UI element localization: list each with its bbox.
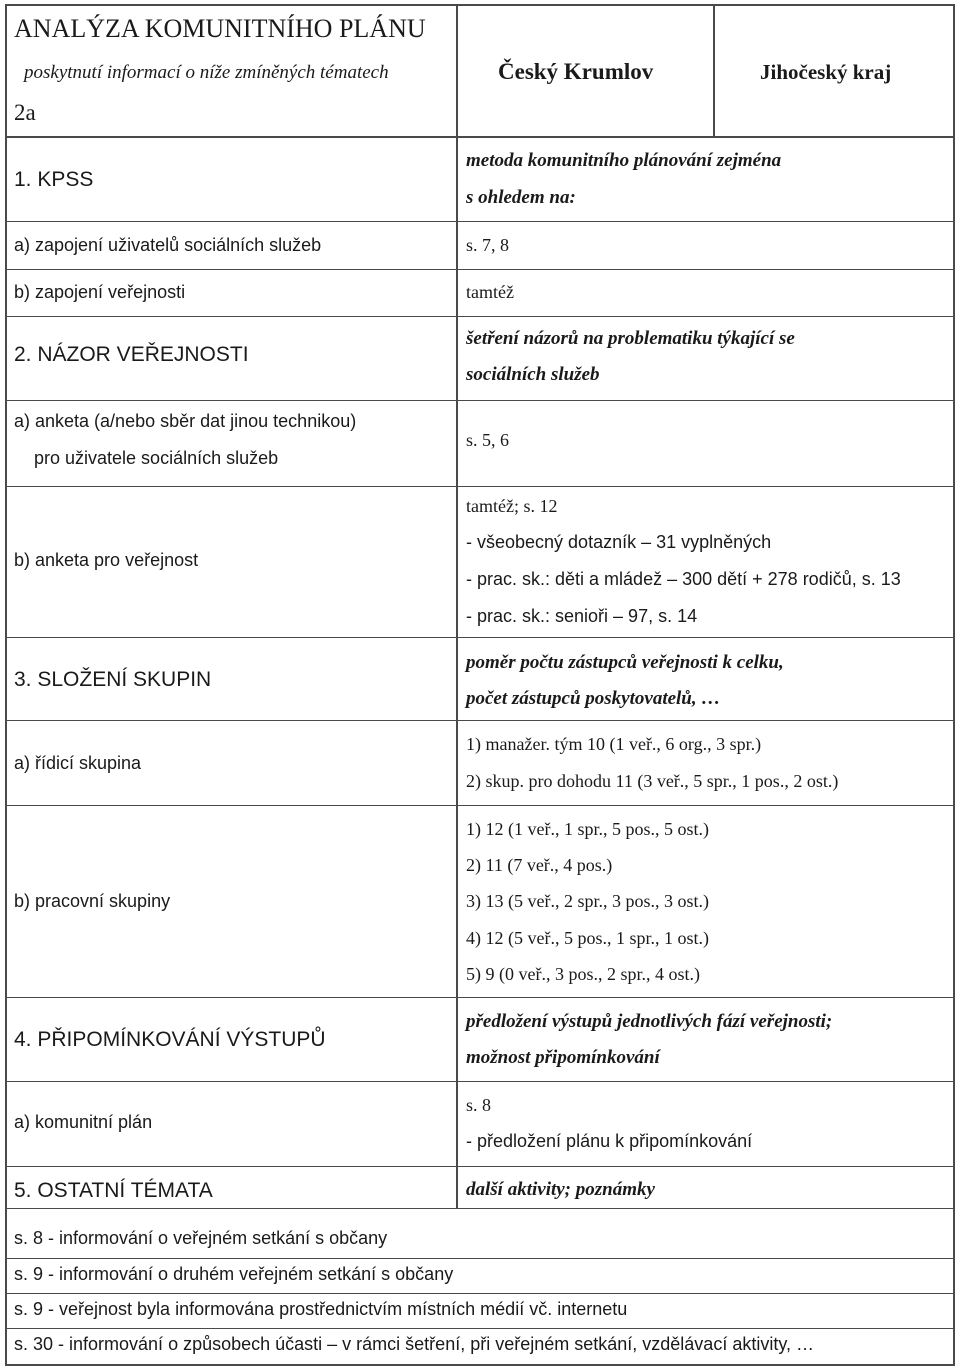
note-line: s. 30 - informování o způsobech účasti – v rámci šetření, při veřejném setkání, vzdělávací aktivity, … [14,1334,814,1354]
row-label-cont: pro uživatele sociálních služeb [34,448,279,468]
row-value: 5) 9 (0 veř., 3 pos., 2 spr., 4 ost.) [466,964,700,984]
row-value: 4) 12 (5 veř., 5 pos., 1 spr., 1 ost.) [466,928,709,948]
border-left [5,4,7,1366]
row-rule [5,637,955,638]
row-value: tamtéž; s. 12 [466,496,558,516]
notes-rule [5,1293,955,1294]
border-top [5,4,955,6]
row-label: b) zapojení veřejnosti [14,282,186,302]
row-label: b) anketa pro veřejnost [14,550,199,570]
row-value: - všeobecný dotazník – 31 vyplněných [466,532,772,552]
section-2-heading: 2. NÁZOR VEŘEJNOSTI [14,343,249,366]
row-label: a) komunitní plán [14,1112,153,1132]
row-rule [5,997,955,998]
row-value: 1) 12 (1 veř., 1 spr., 5 pos., 5 ost.) [466,819,709,839]
row-rule [5,720,955,721]
document-code: 2a [14,100,36,125]
border-right [953,4,955,1366]
row-rule [5,1166,955,1167]
section-4-desc-cont: možnost připomínkování [466,1047,660,1068]
document-title: ANALÝZA KOMUNITNÍHO PLÁNU [14,14,426,43]
row-rule [5,221,955,222]
section-3-desc: poměr počtu zástupců veřejnosti k celku, [466,652,784,673]
row-value: - prac. sk.: děti a mládež – 300 dětí + 278 rodičů, s. 13 [466,569,901,589]
section-3-heading: 3. SLOŽENÍ SKUPIN [14,668,212,691]
row-label: a) řídicí skupina [14,753,142,773]
section-2-desc: šetření názorů na problematiku týkající se [466,328,795,349]
row-rule [5,486,955,487]
row-value: s. 5, 6 [466,430,510,450]
header-col-divider-2 [713,4,715,137]
row-rule [5,1081,955,1082]
row-value: 1) manažer. tým 10 (1 veř., 6 org., 3 spr.) [466,734,762,754]
section-4-heading: 4. PŘIPOMÍNKOVÁNÍ VÝSTUPŮ [14,1028,326,1051]
section-3-desc-cont: počet zástupců poskytovatelů, … [466,688,721,709]
notes-rule [5,1328,955,1329]
section-5-desc: další aktivity; poznámky [466,1179,655,1200]
section-4-desc: předložení výstupů jednotlivých fází veřejnosti; [466,1011,833,1032]
row-value: tamtéž [466,282,514,302]
row-value: 2) skup. pro dohodu 11 (3 veř., 5 spr., 1 pos., 2 ost.) [466,771,839,791]
city-name: Český Krumlov [498,59,654,84]
main-col-divider [456,136,458,1208]
row-value: 2) 11 (7 veř., 4 pos.) [466,855,613,875]
row-rule [5,400,955,401]
row-rule [5,316,955,317]
section-5-heading: 5. OSTATNÍ TÉMATA [14,1179,213,1202]
section-1-method: metoda komunitního plánování zejména [466,150,782,171]
row-rule [5,805,955,806]
row-rule [5,269,955,270]
section-1-method-cont: s ohledem na: [466,187,576,208]
row-label: a) anketa (a/nebo sběr dat jinou technikou) [14,411,357,431]
row-value: s. 8 [466,1095,492,1115]
row-label: b) pracovní skupiny [14,891,171,911]
row-value: - předložení plánu k připomínkování [466,1131,753,1151]
note-line: s. 9 - veřejnost byla informována prostřednictvím místních médií vč. internetu [14,1299,628,1319]
row-value: 3) 13 (5 veř., 2 spr., 3 pos., 3 ost.) [466,891,709,911]
header-col-divider-1 [456,4,458,137]
region-name: Jihočeský kraj [760,60,892,84]
note-line: s. 8 - informování o veřejném setkání s občany [14,1228,388,1248]
row-rule [5,1208,955,1209]
notes-rule [5,1258,955,1259]
note-line: s. 9 - informování o druhém veřejném setkání s občany [14,1264,454,1284]
row-label: a) zapojení uživatelů sociálních služeb [14,235,322,255]
border-bottom [5,1364,955,1366]
row-value: - prac. sk.: senioři – 97, s. 14 [466,606,698,626]
row-value: s. 7, 8 [466,235,510,255]
document-subtitle: poskytnutí informací o níže zmíněných tématech [24,62,389,83]
header-bottom-rule [5,136,955,138]
section-2-desc-cont: sociálních služeb [466,364,600,385]
section-1-heading: 1. KPSS [14,168,94,191]
